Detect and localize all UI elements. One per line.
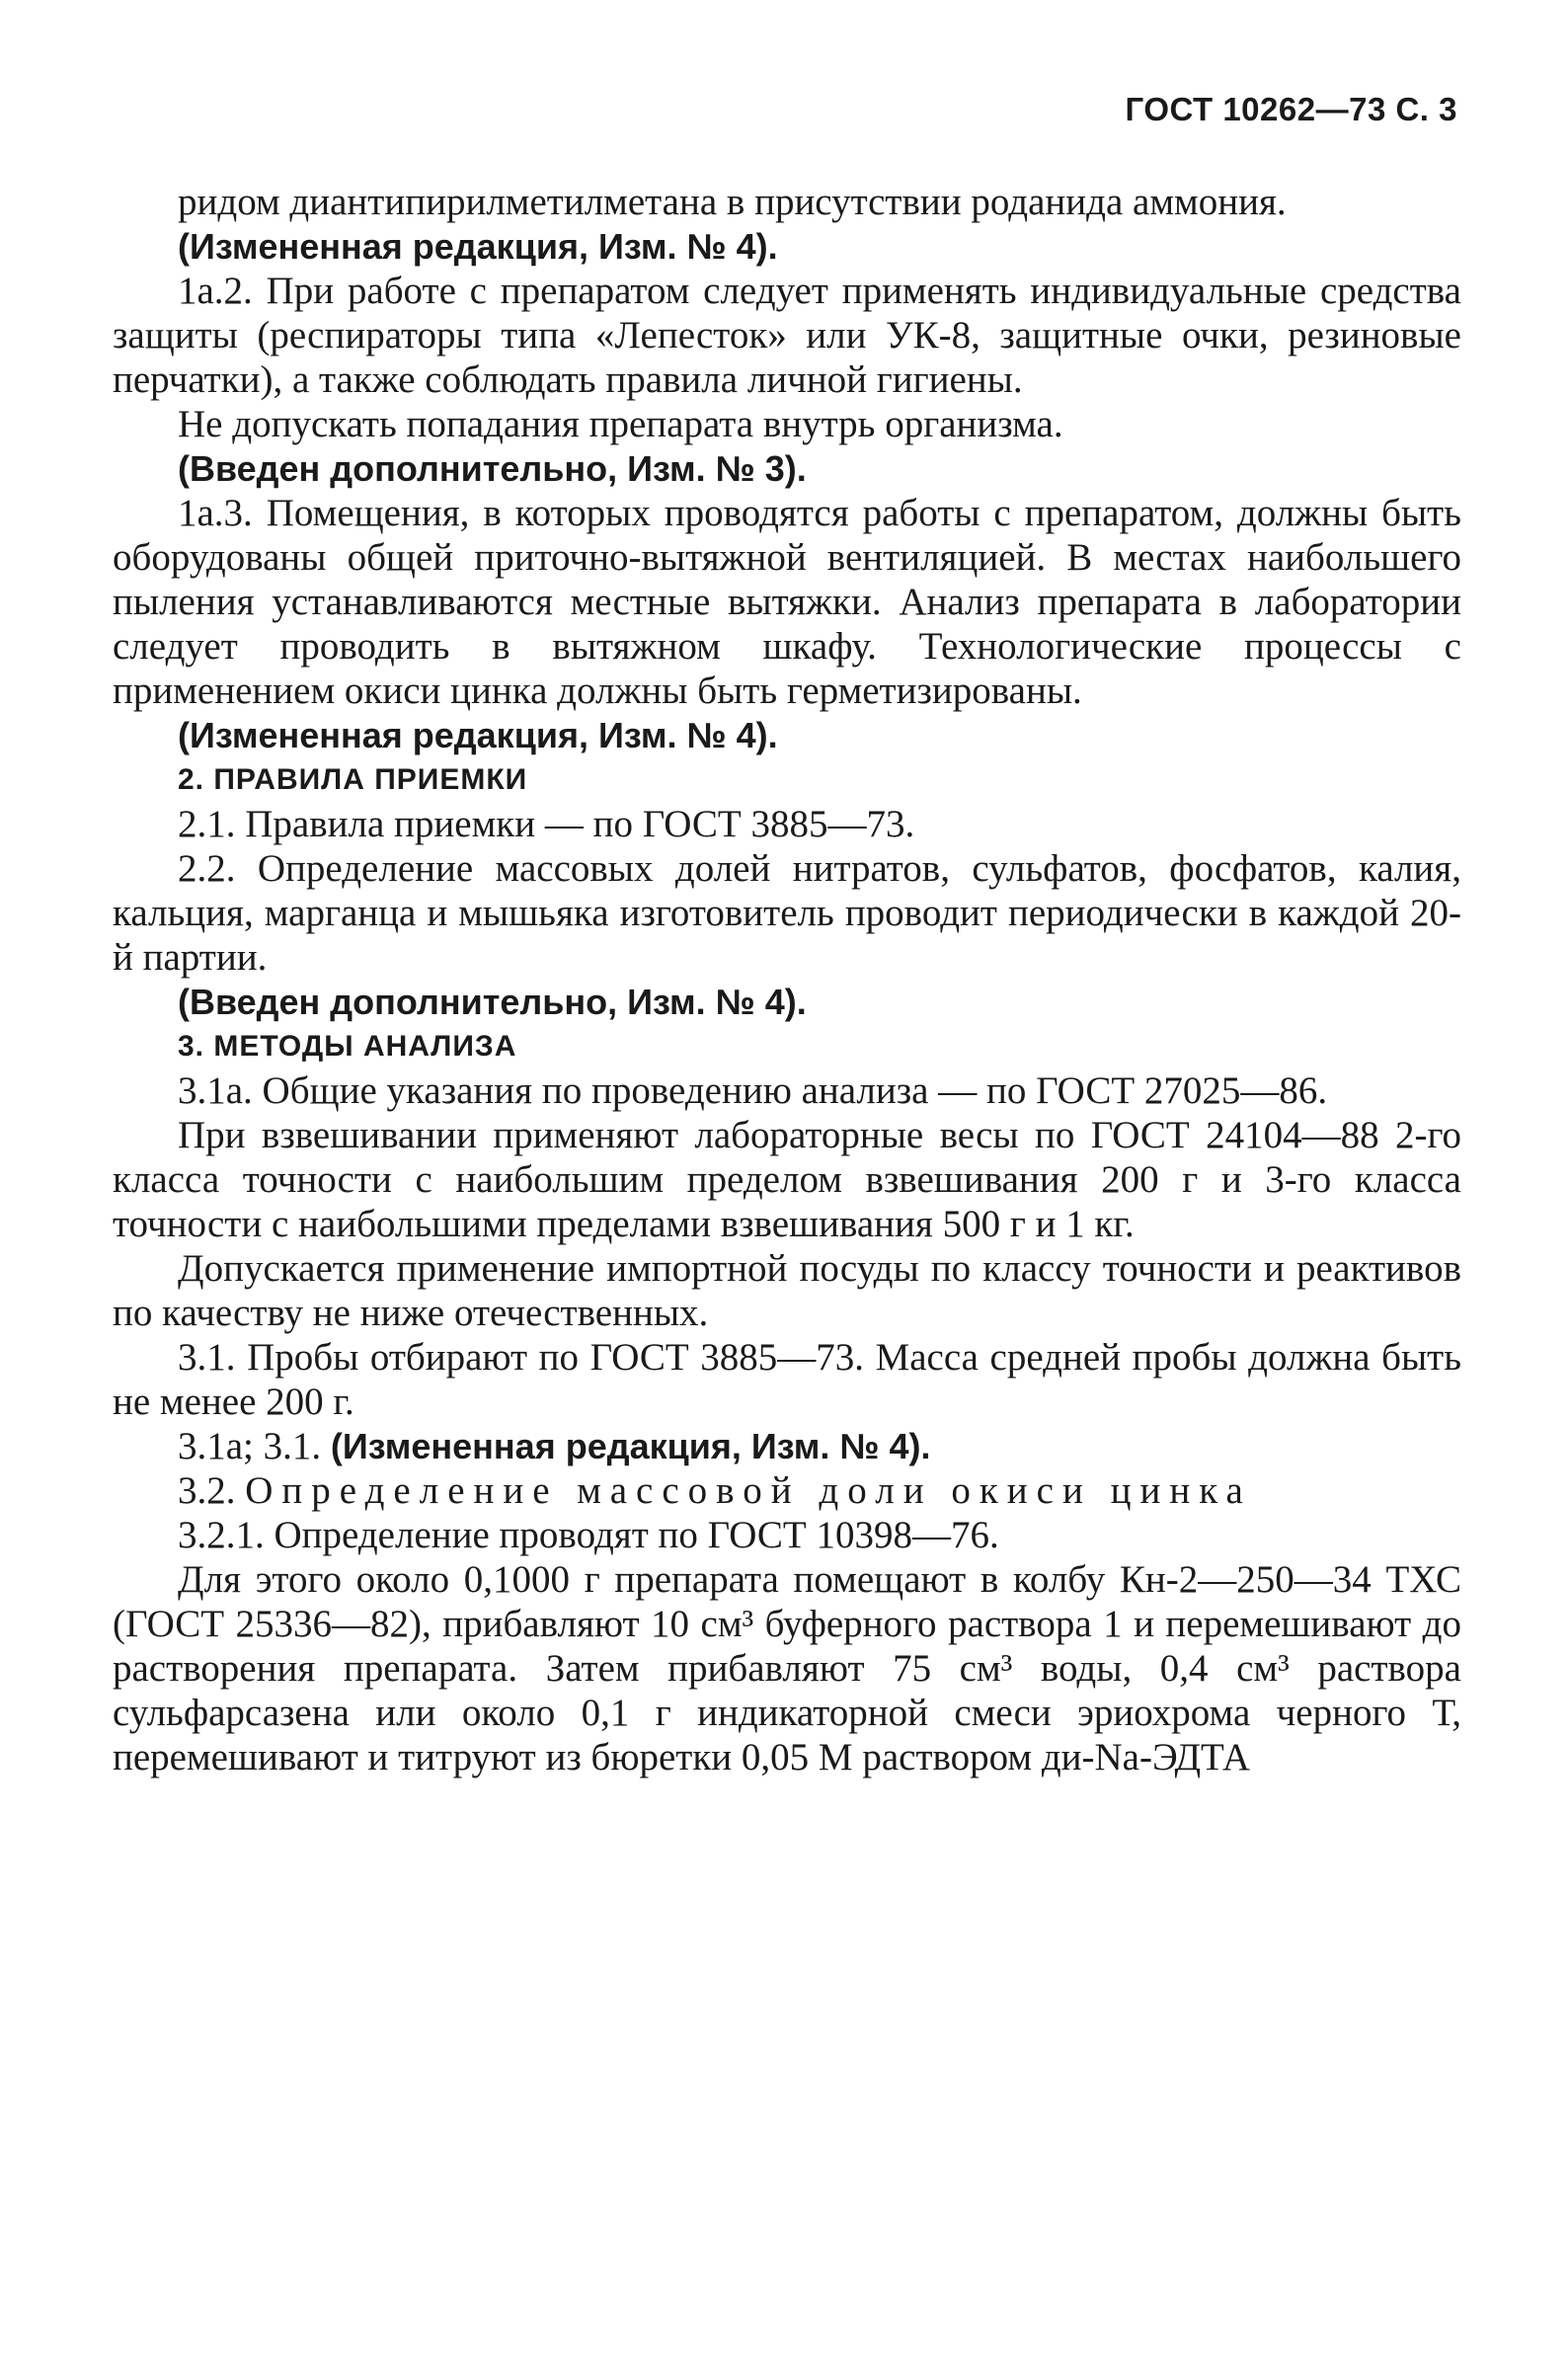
paragraph-weighing: При взвешивании применяют лабораторные весы по ГОСТ 24104—88 2-го класса точности с наибольшим пределом взвешивания 200 г и 3-го класса точности с наибольшими пределами взвешивания 500 г и 1 кг. xyxy=(113,1114,1461,1245)
section-title-methods: 3. МЕТОДЫ АНАЛИЗА xyxy=(178,1030,517,1063)
paragraph-3-1a: 3.1а. Общие указания по проведению анализа — по ГОСТ 27025—86. xyxy=(178,1069,1328,1112)
amendment-note: (Измененная редакция, Изм. № 4). xyxy=(330,1426,931,1466)
amendment-note: (Введен дополнительно, Изм. № 4). xyxy=(178,982,807,1022)
amendment-note: (Измененная редакция, Изм. № 4). xyxy=(178,715,778,755)
paragraph-amendment-3-1 xyxy=(113,1424,1461,1468)
document-page xyxy=(113,0,1461,2370)
paragraph-3-2 xyxy=(113,1468,1461,1513)
paragraph-2-2: 2.2. Определение массовых долей нитратов, сульфатов, фосфатов, калия, кальция, марганца и мышьяка изготовитель проводит периодически в каждой 20-й партии. xyxy=(113,847,1461,979)
paragraph-2-1: 2.1. Правила приемки — по ГОСТ 3885—73. xyxy=(178,803,915,845)
paragraph-procedure: Для этого около 0,1000 г препарата помещают в колбу Кн-2—250—34 ТХС (ГОСТ 25336—82), прибавляют 10 см³ буферного раствора 1 и перемешивают до растворения препарата. Затем прибавляют 75 см³ воды, 0,4 см³ раствора сульфарсазена или около 0,1 г индикаторной смеси эриохрома черного Т, перемешивают и титруют из бюретки 0,05 М раствором ди-Na-ЭДТА xyxy=(113,1558,1461,1778)
amendment-prefix: 3.1а; 3.1. xyxy=(178,1425,322,1467)
running-header: ГОСТ 10262—73 С. 3 xyxy=(1125,91,1457,127)
subsection-title: Определение массовой доли окиси цинка xyxy=(245,1469,1252,1512)
paragraph-3-1: 3.1. Пробы отбирают по ГОСТ 3885—73. Масса средней пробы должна быть не менее 200 г. xyxy=(113,1336,1461,1423)
section-title-acceptance: 2. ПРАВИЛА ПРИЕМКИ xyxy=(178,763,528,796)
subsection-number: 3.2. xyxy=(178,1469,236,1512)
paragraph-3-2-1: 3.2.1. Определение проводят по ГОСТ 10398—76. xyxy=(178,1514,999,1556)
paragraph-continuation: ридом диантипирилметилметана в присутствии роданида аммония. xyxy=(178,181,1287,223)
amendment-note: (Введен дополнительно, Изм. № 3). xyxy=(178,448,807,489)
paragraph-1a2: 1а.2. При работе с препаратом следует применять индивидуальные средства защиты (респираторы типа «Лепесток» или УК-8, защитные очки, резиновые перчатки), а также соблюдать правила личной гигиены. xyxy=(113,270,1461,401)
paragraph-imported-ware: Допускается применение импортной посуды по классу точности и реактивов по качеству не ниже отечественных. xyxy=(113,1247,1461,1334)
amendment-note: (Измененная редакция, Изм. № 4). xyxy=(178,226,778,267)
paragraph-1a3: 1а.3. Помещения, в которых проводятся работы с препаратом, должны быть оборудованы общей приточно-вытяжной вентиляцией. В местах наибольшего пыления устанавливаются местные вытяжки. Анализ препарата в лаборатории следует проводить в вытяжном шкафу. Технологические процессы с применением окиси цинка должны быть герметизированы. xyxy=(113,492,1461,712)
paragraph-hygiene: Не допускать попадания препарата внутрь организма. xyxy=(178,403,1063,445)
document-body xyxy=(113,180,1461,1779)
